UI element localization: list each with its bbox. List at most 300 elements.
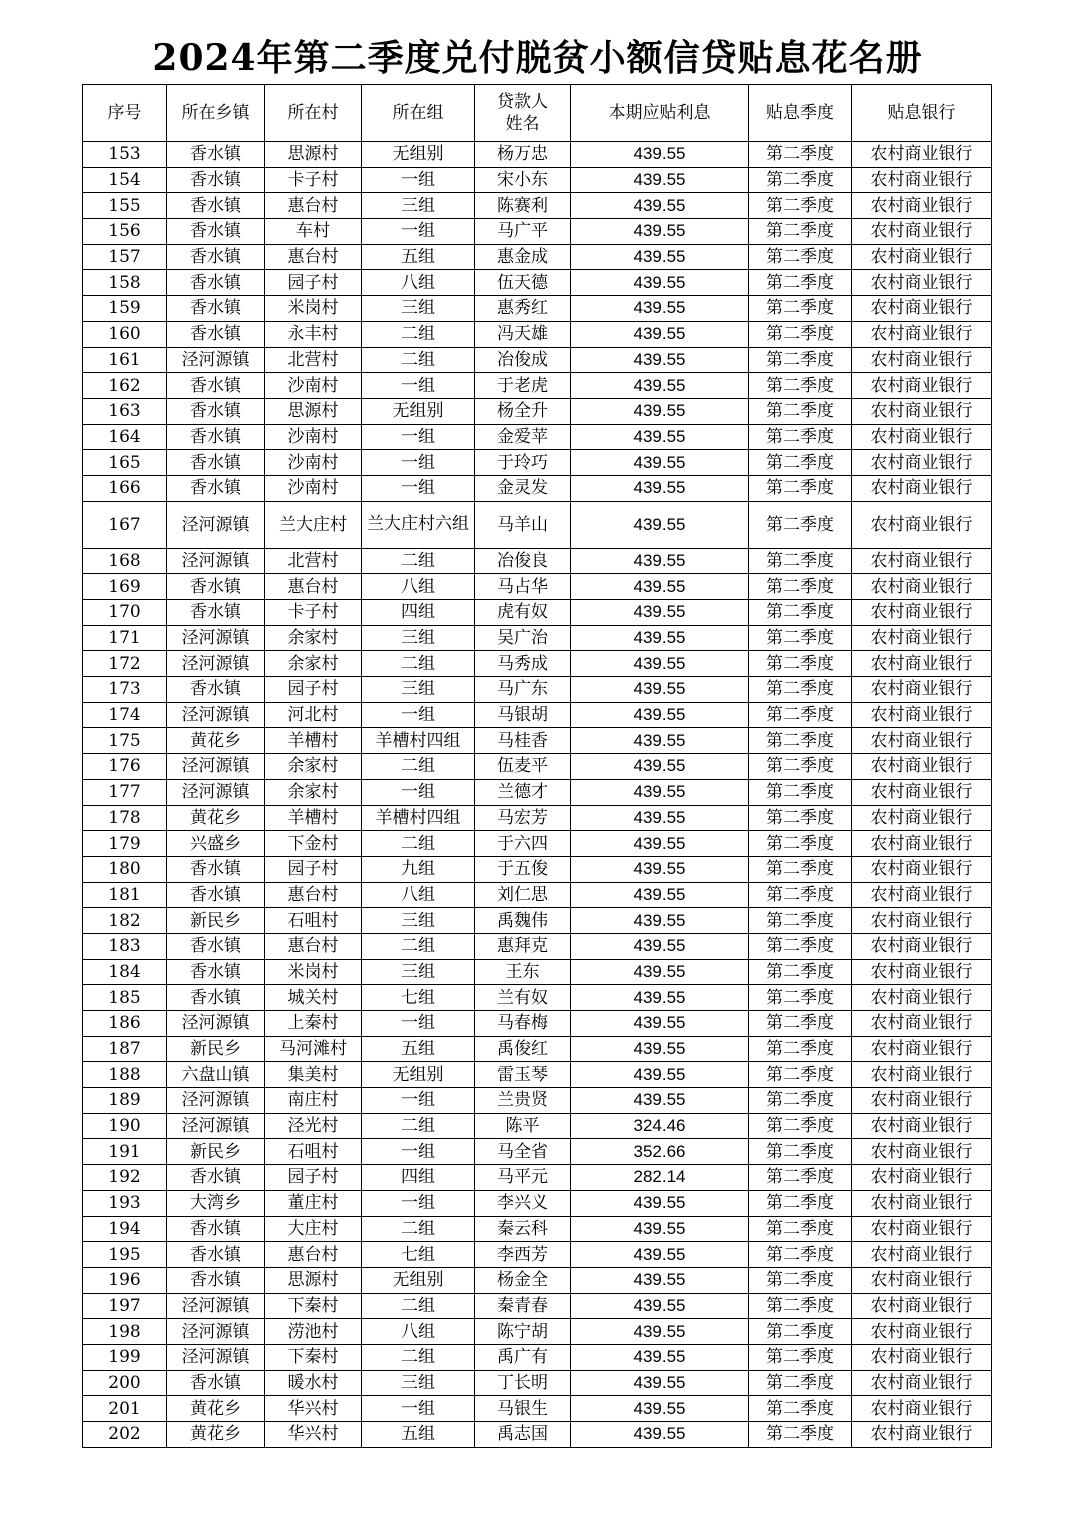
cell-quarter: 第二季度 — [749, 831, 852, 857]
cell-village: 下金村 — [265, 831, 362, 857]
table-row — [83, 985, 992, 1011]
cell-serial: 169 — [83, 574, 167, 600]
cell-bank: 农村商业银行 — [852, 450, 992, 476]
cell-village: 石咀村 — [265, 908, 362, 934]
cell-group: 一组 — [362, 424, 475, 450]
cell-interest: 439.55 — [571, 882, 749, 908]
cell-interest: 439.55 — [571, 296, 749, 322]
cell-village: 董庄村 — [265, 1190, 362, 1216]
cell-quarter: 第二季度 — [749, 373, 852, 399]
table-row — [83, 1293, 992, 1319]
cell-quarter: 第二季度 — [749, 167, 852, 193]
cell-township: 泾河源镇 — [167, 1293, 265, 1319]
cell-bank: 农村商业银行 — [852, 1088, 992, 1114]
cell-borrower: 马宏芳 — [475, 805, 571, 831]
cell-serial: 199 — [83, 1344, 167, 1370]
cell-quarter: 第二季度 — [749, 244, 852, 270]
cell-bank: 农村商业银行 — [852, 1370, 992, 1396]
table-row — [83, 856, 992, 882]
cell-interest: 439.55 — [571, 933, 749, 959]
cell-bank: 农村商业银行 — [852, 142, 992, 168]
cell-bank: 农村商业银行 — [852, 856, 992, 882]
cell-borrower: 于玲巧 — [475, 450, 571, 476]
cell-bank: 农村商业银行 — [852, 244, 992, 270]
cell-township: 香水镇 — [167, 985, 265, 1011]
cell-quarter: 第二季度 — [749, 625, 852, 651]
cell-serial: 196 — [83, 1267, 167, 1293]
cell-bank: 农村商业银行 — [852, 908, 992, 934]
cell-quarter: 第二季度 — [749, 501, 852, 548]
cell-borrower: 秦云科 — [475, 1216, 571, 1242]
cell-borrower: 禹魏伟 — [475, 908, 571, 934]
cell-interest: 439.55 — [571, 702, 749, 728]
table-row — [83, 548, 992, 574]
cell-group: 三组 — [362, 625, 475, 651]
cell-township: 香水镇 — [167, 1267, 265, 1293]
cell-bank: 农村商业银行 — [852, 1216, 992, 1242]
cell-group: 二组 — [362, 1216, 475, 1242]
cell-interest: 439.55 — [571, 779, 749, 805]
cell-village: 北营村 — [265, 548, 362, 574]
cell-serial: 201 — [83, 1396, 167, 1422]
cell-borrower: 伍天德 — [475, 270, 571, 296]
cell-group: 八组 — [362, 1319, 475, 1345]
cell-bank: 农村商业银行 — [852, 1190, 992, 1216]
cell-quarter: 第二季度 — [749, 754, 852, 780]
cell-interest: 439.55 — [571, 398, 749, 424]
cell-interest: 439.55 — [571, 1190, 749, 1216]
cell-group: 二组 — [362, 347, 475, 373]
cell-borrower: 李兴义 — [475, 1190, 571, 1216]
cell-borrower: 丁长明 — [475, 1370, 571, 1396]
cell-interest: 439.55 — [571, 193, 749, 219]
cell-interest: 439.55 — [571, 501, 749, 548]
cell-township: 香水镇 — [167, 450, 265, 476]
cell-village: 北营村 — [265, 347, 362, 373]
cell-interest: 439.55 — [571, 856, 749, 882]
cell-quarter: 第二季度 — [749, 651, 852, 677]
cell-interest: 439.55 — [571, 728, 749, 754]
cell-village: 余家村 — [265, 625, 362, 651]
cell-serial: 173 — [83, 677, 167, 703]
cell-group: 八组 — [362, 882, 475, 908]
cell-group: 一组 — [362, 1011, 475, 1037]
cell-serial: 167 — [83, 501, 167, 548]
cell-serial: 157 — [83, 244, 167, 270]
cell-borrower: 刘仁思 — [475, 882, 571, 908]
table-row — [83, 959, 992, 985]
cell-quarter: 第二季度 — [749, 882, 852, 908]
cell-interest: 439.55 — [571, 548, 749, 574]
cell-village: 惠台村 — [265, 882, 362, 908]
cell-township: 泾河源镇 — [167, 1344, 265, 1370]
cell-serial: 162 — [83, 373, 167, 399]
table-row — [83, 1062, 992, 1088]
cell-township: 香水镇 — [167, 244, 265, 270]
cell-quarter: 第二季度 — [749, 347, 852, 373]
cell-group: 无组别 — [362, 1267, 475, 1293]
cell-quarter: 第二季度 — [749, 985, 852, 1011]
cell-interest: 439.55 — [571, 1011, 749, 1037]
table-row — [83, 193, 992, 219]
cell-serial: 165 — [83, 450, 167, 476]
cell-bank: 农村商业银行 — [852, 1293, 992, 1319]
cell-borrower: 马广东 — [475, 677, 571, 703]
table-row — [83, 219, 992, 245]
cell-township: 泾河源镇 — [167, 548, 265, 574]
cell-borrower: 李西芳 — [475, 1242, 571, 1268]
table-row — [83, 754, 992, 780]
cell-group: 一组 — [362, 167, 475, 193]
cell-interest: 439.55 — [571, 651, 749, 677]
cell-bank: 农村商业银行 — [852, 933, 992, 959]
cell-group: 三组 — [362, 193, 475, 219]
cell-group: 二组 — [362, 933, 475, 959]
table-row — [83, 831, 992, 857]
cell-serial: 170 — [83, 600, 167, 626]
cell-village: 沙南村 — [265, 424, 362, 450]
cell-borrower: 陈赛利 — [475, 193, 571, 219]
cell-borrower: 马占华 — [475, 574, 571, 600]
cell-township: 泾河源镇 — [167, 625, 265, 651]
cell-village: 南庄村 — [265, 1088, 362, 1114]
cell-township: 六盘山镇 — [167, 1062, 265, 1088]
cell-borrower: 马秀成 — [475, 651, 571, 677]
table-row — [83, 347, 992, 373]
cell-serial: 154 — [83, 167, 167, 193]
cell-borrower: 杨全升 — [475, 398, 571, 424]
cell-village: 卡子村 — [265, 600, 362, 626]
cell-quarter: 第二季度 — [749, 779, 852, 805]
table-row — [83, 933, 992, 959]
cell-group: 无组别 — [362, 142, 475, 168]
cell-village: 华兴村 — [265, 1422, 362, 1448]
cell-borrower: 马银生 — [475, 1396, 571, 1422]
cell-township: 黄花乡 — [167, 805, 265, 831]
cell-village: 车村 — [265, 219, 362, 245]
cell-serial: 202 — [83, 1422, 167, 1448]
cell-borrower: 宋小东 — [475, 167, 571, 193]
cell-bank: 农村商业银行 — [852, 1036, 992, 1062]
header-group: 所在组 — [362, 85, 475, 142]
table-row — [83, 1422, 992, 1448]
cell-group: 一组 — [362, 702, 475, 728]
cell-village: 大庄村 — [265, 1216, 362, 1242]
cell-serial: 178 — [83, 805, 167, 831]
cell-group: 八组 — [362, 270, 475, 296]
cell-quarter: 第二季度 — [749, 1088, 852, 1114]
table-row — [83, 1011, 992, 1037]
cell-serial: 171 — [83, 625, 167, 651]
cell-township: 香水镇 — [167, 1370, 265, 1396]
cell-borrower: 马桂香 — [475, 728, 571, 754]
cell-borrower: 惠拜克 — [475, 933, 571, 959]
cell-township: 香水镇 — [167, 856, 265, 882]
cell-quarter: 第二季度 — [749, 1062, 852, 1088]
table-row — [83, 424, 992, 450]
cell-interest: 439.55 — [571, 450, 749, 476]
cell-interest: 439.55 — [571, 1267, 749, 1293]
cell-interest: 439.55 — [571, 600, 749, 626]
table-body — [83, 142, 992, 1448]
table-row — [83, 1344, 992, 1370]
cell-group: 三组 — [362, 677, 475, 703]
cell-group: 无组别 — [362, 398, 475, 424]
table-row — [83, 677, 992, 703]
cell-quarter: 第二季度 — [749, 142, 852, 168]
cell-township: 香水镇 — [167, 1242, 265, 1268]
cell-village: 惠台村 — [265, 1242, 362, 1268]
cell-group: 一组 — [362, 450, 475, 476]
cell-serial: 176 — [83, 754, 167, 780]
cell-bank: 农村商业银行 — [852, 1319, 992, 1345]
cell-serial: 164 — [83, 424, 167, 450]
cell-village: 余家村 — [265, 754, 362, 780]
cell-borrower: 陈宁胡 — [475, 1319, 571, 1345]
cell-quarter: 第二季度 — [749, 959, 852, 985]
cell-bank: 农村商业银行 — [852, 1396, 992, 1422]
subsidy-table — [82, 84, 992, 1448]
cell-interest: 352.66 — [571, 1139, 749, 1165]
cell-serial: 180 — [83, 856, 167, 882]
table-row — [83, 167, 992, 193]
cell-interest: 439.55 — [571, 677, 749, 703]
cell-borrower: 伍麦平 — [475, 754, 571, 780]
cell-borrower: 冯天雄 — [475, 321, 571, 347]
cell-serial: 183 — [83, 933, 167, 959]
cell-borrower: 惠秀红 — [475, 296, 571, 322]
cell-bank: 农村商业银行 — [852, 1344, 992, 1370]
cell-serial: 181 — [83, 882, 167, 908]
cell-quarter: 第二季度 — [749, 475, 852, 501]
cell-township: 香水镇 — [167, 677, 265, 703]
cell-borrower: 冶俊成 — [475, 347, 571, 373]
cell-borrower: 惠金成 — [475, 244, 571, 270]
cell-township: 香水镇 — [167, 167, 265, 193]
cell-serial: 177 — [83, 779, 167, 805]
cell-serial: 156 — [83, 219, 167, 245]
cell-interest: 439.55 — [571, 1036, 749, 1062]
cell-borrower: 兰有奴 — [475, 985, 571, 1011]
cell-bank: 农村商业银行 — [852, 475, 992, 501]
table-row — [83, 651, 992, 677]
cell-village: 集美村 — [265, 1062, 362, 1088]
cell-group: 三组 — [362, 1370, 475, 1396]
cell-bank: 农村商业银行 — [852, 1139, 992, 1165]
header-borrower: 贷款人姓名 — [475, 85, 571, 142]
cell-quarter: 第二季度 — [749, 1370, 852, 1396]
cell-group: 四组 — [362, 1165, 475, 1191]
table-row — [83, 1319, 992, 1345]
table-row — [83, 600, 992, 626]
cell-borrower: 杨金全 — [475, 1267, 571, 1293]
cell-serial: 153 — [83, 142, 167, 168]
cell-interest: 439.55 — [571, 219, 749, 245]
cell-interest: 439.55 — [571, 1088, 749, 1114]
cell-group: 三组 — [362, 296, 475, 322]
cell-group: 羊槽村四组 — [362, 805, 475, 831]
cell-township: 新民乡 — [167, 1036, 265, 1062]
cell-bank: 农村商业银行 — [852, 728, 992, 754]
cell-group: 无组别 — [362, 1062, 475, 1088]
cell-quarter: 第二季度 — [749, 1344, 852, 1370]
cell-group: 一组 — [362, 1139, 475, 1165]
cell-township: 泾河源镇 — [167, 1319, 265, 1345]
cell-quarter: 第二季度 — [749, 270, 852, 296]
cell-group: 四组 — [362, 600, 475, 626]
cell-quarter: 第二季度 — [749, 908, 852, 934]
cell-village: 沙南村 — [265, 450, 362, 476]
cell-interest: 439.55 — [571, 1396, 749, 1422]
table-row — [83, 398, 992, 424]
cell-interest: 439.55 — [571, 1422, 749, 1448]
cell-group: 一组 — [362, 475, 475, 501]
cell-borrower: 冶俊良 — [475, 548, 571, 574]
header-row — [83, 85, 992, 142]
table-row — [83, 728, 992, 754]
cell-interest: 439.55 — [571, 270, 749, 296]
cell-serial: 187 — [83, 1036, 167, 1062]
cell-serial: 179 — [83, 831, 167, 857]
cell-interest: 439.55 — [571, 1293, 749, 1319]
header-township: 所在乡镇 — [167, 85, 265, 142]
cell-serial: 190 — [83, 1113, 167, 1139]
cell-group: 二组 — [362, 321, 475, 347]
cell-village: 园子村 — [265, 856, 362, 882]
table-row — [83, 1216, 992, 1242]
cell-village: 米岗村 — [265, 959, 362, 985]
table-row — [83, 574, 992, 600]
cell-interest: 439.55 — [571, 1242, 749, 1268]
cell-bank: 农村商业银行 — [852, 296, 992, 322]
cell-quarter: 第二季度 — [749, 296, 852, 322]
cell-township: 泾河源镇 — [167, 1113, 265, 1139]
cell-interest: 439.55 — [571, 1344, 749, 1370]
cell-borrower: 吴广治 — [475, 625, 571, 651]
header-quarter: 贴息季度 — [749, 85, 852, 142]
cell-group: 七组 — [362, 1242, 475, 1268]
cell-interest: 439.55 — [571, 908, 749, 934]
table-row — [83, 805, 992, 831]
cell-township: 香水镇 — [167, 219, 265, 245]
cell-group: 一组 — [362, 1396, 475, 1422]
cell-township: 泾河源镇 — [167, 779, 265, 805]
cell-borrower: 于六四 — [475, 831, 571, 857]
cell-borrower: 金爱苹 — [475, 424, 571, 450]
cell-village: 沙南村 — [265, 475, 362, 501]
cell-borrower: 禹志国 — [475, 1422, 571, 1448]
cell-serial: 193 — [83, 1190, 167, 1216]
cell-group: 二组 — [362, 1293, 475, 1319]
cell-borrower: 雷玉琴 — [475, 1062, 571, 1088]
cell-quarter: 第二季度 — [749, 1319, 852, 1345]
cell-serial: 192 — [83, 1165, 167, 1191]
cell-township: 泾河源镇 — [167, 754, 265, 780]
cell-bank: 农村商业银行 — [852, 398, 992, 424]
cell-serial: 160 — [83, 321, 167, 347]
cell-interest: 439.55 — [571, 1370, 749, 1396]
cell-group: 一组 — [362, 373, 475, 399]
cell-bank: 农村商业银行 — [852, 1267, 992, 1293]
cell-interest: 439.55 — [571, 1319, 749, 1345]
header-bank: 贴息银行 — [852, 85, 992, 142]
cell-interest: 439.55 — [571, 475, 749, 501]
cell-interest: 324.46 — [571, 1113, 749, 1139]
table-row — [83, 1396, 992, 1422]
cell-village: 涝池村 — [265, 1319, 362, 1345]
cell-group: 羊槽村四组 — [362, 728, 475, 754]
cell-borrower: 金灵发 — [475, 475, 571, 501]
table-row — [83, 1190, 992, 1216]
cell-quarter: 第二季度 — [749, 1396, 852, 1422]
cell-interest: 439.55 — [571, 1062, 749, 1088]
cell-bank: 农村商业银行 — [852, 574, 992, 600]
cell-bank: 农村商业银行 — [852, 424, 992, 450]
cell-serial: 166 — [83, 475, 167, 501]
cell-group: 兰大庄村六组 — [362, 501, 475, 548]
cell-township: 新民乡 — [167, 1139, 265, 1165]
cell-bank: 农村商业银行 — [852, 831, 992, 857]
cell-interest: 439.55 — [571, 347, 749, 373]
cell-township: 香水镇 — [167, 270, 265, 296]
table-row — [83, 779, 992, 805]
cell-serial: 172 — [83, 651, 167, 677]
cell-village: 华兴村 — [265, 1396, 362, 1422]
cell-bank: 农村商业银行 — [852, 625, 992, 651]
cell-township: 香水镇 — [167, 321, 265, 347]
cell-serial: 194 — [83, 1216, 167, 1242]
cell-village: 羊槽村 — [265, 728, 362, 754]
cell-serial: 197 — [83, 1293, 167, 1319]
cell-interest: 439.55 — [571, 142, 749, 168]
cell-quarter: 第二季度 — [749, 728, 852, 754]
table-row — [83, 702, 992, 728]
cell-serial: 159 — [83, 296, 167, 322]
cell-quarter: 第二季度 — [749, 1293, 852, 1319]
header-village: 所在村 — [265, 85, 362, 142]
cell-serial: 200 — [83, 1370, 167, 1396]
cell-borrower: 于老虎 — [475, 373, 571, 399]
cell-township: 香水镇 — [167, 933, 265, 959]
cell-township: 香水镇 — [167, 424, 265, 450]
cell-village: 上秦村 — [265, 1011, 362, 1037]
cell-serial: 168 — [83, 548, 167, 574]
cell-group: 二组 — [362, 651, 475, 677]
table-row — [83, 1165, 992, 1191]
cell-township: 香水镇 — [167, 1216, 265, 1242]
cell-group: 二组 — [362, 1113, 475, 1139]
cell-village: 思源村 — [265, 398, 362, 424]
cell-borrower: 马春梅 — [475, 1011, 571, 1037]
cell-quarter: 第二季度 — [749, 933, 852, 959]
cell-bank: 农村商业银行 — [852, 1062, 992, 1088]
table-row — [83, 475, 992, 501]
cell-quarter: 第二季度 — [749, 321, 852, 347]
cell-village: 沙南村 — [265, 373, 362, 399]
cell-village: 兰大庄村 — [265, 501, 362, 548]
cell-quarter: 第二季度 — [749, 702, 852, 728]
cell-borrower: 禹俊红 — [475, 1036, 571, 1062]
cell-bank: 农村商业银行 — [852, 1113, 992, 1139]
cell-village: 园子村 — [265, 677, 362, 703]
table-row — [83, 1242, 992, 1268]
cell-village: 余家村 — [265, 651, 362, 677]
cell-group: 五组 — [362, 1036, 475, 1062]
header-serial: 序号 — [83, 85, 167, 142]
cell-serial: 195 — [83, 1242, 167, 1268]
cell-serial: 175 — [83, 728, 167, 754]
cell-group: 二组 — [362, 548, 475, 574]
